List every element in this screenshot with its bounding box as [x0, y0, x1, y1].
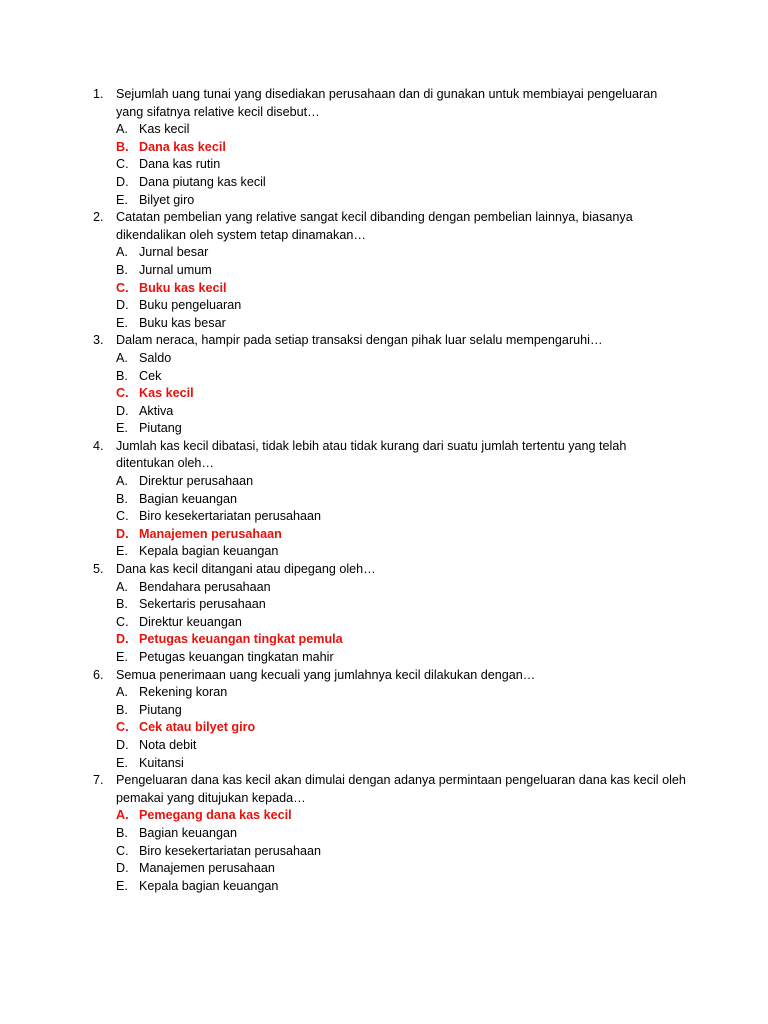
- option-letter: A.: [116, 474, 128, 489]
- answer-option: [0, 192, 768, 210]
- option-text: Bagian keuangan: [139, 491, 238, 506]
- answer-option: [0, 403, 768, 421]
- option-letter: E.: [116, 421, 128, 436]
- option-letter: E.: [116, 878, 128, 893]
- option-text: Piutang: [139, 421, 182, 436]
- option-text: Nota debit: [139, 737, 197, 752]
- option-letter: D.: [116, 298, 129, 313]
- option-text: Cek atau bilyet giro: [139, 720, 256, 735]
- option-letter: D.: [116, 526, 129, 541]
- answer-option-correct: [0, 807, 768, 825]
- answer-option: [0, 174, 768, 192]
- option-letter: B.: [116, 825, 128, 840]
- option-letter: D.: [116, 174, 129, 189]
- question-number: 4.: [93, 438, 104, 453]
- answer-option: [0, 297, 768, 315]
- option-text: Kuitansi: [139, 755, 184, 770]
- option-letter: E.: [116, 755, 128, 770]
- option-text: Buku kas kecil: [139, 280, 227, 295]
- option-letter: D.: [116, 737, 129, 752]
- question-item-1: [0, 86, 768, 209]
- question-item-6: [0, 667, 768, 773]
- option-letter: C.: [116, 157, 129, 172]
- question-number: 7.: [93, 773, 104, 788]
- question-number: 1.: [93, 87, 104, 101]
- answer-option: [0, 262, 768, 280]
- answer-option-correct: [0, 385, 768, 403]
- option-letter: B.: [116, 491, 128, 506]
- answer-option: [0, 121, 768, 139]
- option-letter: D.: [116, 403, 129, 418]
- answer-option: [0, 737, 768, 755]
- option-letter: A.: [116, 579, 128, 594]
- answer-option-correct: [0, 139, 768, 157]
- option-letter: C.: [116, 614, 129, 629]
- option-letter: E.: [116, 315, 128, 330]
- option-text: Direktur perusahaan: [139, 474, 254, 489]
- question-item-2: [0, 209, 768, 332]
- option-text: Bendahara perusahaan: [139, 579, 271, 594]
- option-letter: D.: [116, 861, 129, 876]
- question-number: 2.: [93, 210, 104, 225]
- option-letter: C.: [116, 843, 129, 858]
- option-letter: B.: [116, 702, 128, 717]
- answer-option: [0, 614, 768, 632]
- option-text: Biro kesekertariatan perusahaan: [139, 509, 322, 524]
- document-page: [0, 86, 768, 895]
- option-text: Pemegang dana kas kecil: [139, 808, 292, 823]
- answer-option: [0, 420, 768, 438]
- question-number: 6.: [93, 667, 104, 682]
- option-letter: A.: [116, 122, 128, 137]
- question-number: 3.: [93, 333, 104, 348]
- answer-option: [0, 315, 768, 333]
- question-number: 5.: [93, 562, 104, 577]
- answer-option: [0, 860, 768, 878]
- option-letter: B.: [116, 262, 128, 277]
- answer-option-correct: [0, 631, 768, 649]
- answer-option: [0, 156, 768, 174]
- option-text: Saldo: [139, 350, 172, 365]
- answer-option: [0, 508, 768, 526]
- question-text: Jumlah kas kecil dibatasi, tidak lebih atau tidak kurang dari suatu jumlah tertentu yang telah ditentukan oleh…: [116, 438, 627, 471]
- option-text: Piutang: [139, 702, 182, 717]
- answer-option-correct: [0, 526, 768, 544]
- option-text: Kepala bagian keuangan: [139, 878, 279, 893]
- option-text: Buku pengeluaran: [139, 298, 242, 313]
- answer-options: [0, 807, 768, 895]
- option-letter: C.: [116, 386, 129, 401]
- option-text: Jurnal umum: [139, 262, 212, 277]
- answer-option: [0, 702, 768, 720]
- answer-options: [0, 244, 768, 332]
- answer-options: [0, 350, 768, 438]
- option-letter: A.: [116, 685, 128, 700]
- question-item-7: [0, 772, 768, 895]
- option-letter: B.: [116, 368, 128, 383]
- answer-options: [0, 579, 768, 667]
- question-text: Semua penerimaan uang kecuali yang jumlahnya kecil dilakukan dengan…: [116, 667, 536, 682]
- answer-option: [0, 649, 768, 667]
- option-text: Bilyet giro: [139, 192, 195, 207]
- option-letter: A.: [116, 350, 128, 365]
- answer-option: [0, 473, 768, 491]
- answer-option: [0, 684, 768, 702]
- question-item-5: [0, 561, 768, 667]
- answer-option: [0, 579, 768, 597]
- option-text: Kas kecil: [139, 122, 190, 137]
- answer-option: [0, 755, 768, 773]
- option-letter: C.: [116, 509, 129, 524]
- option-letter: E.: [116, 544, 128, 559]
- option-text: Petugas keuangan tingkatan mahir: [139, 650, 334, 664]
- option-text: Sekertaris perusahaan: [139, 597, 266, 612]
- option-letter: C.: [116, 280, 129, 295]
- answer-option: [0, 368, 768, 386]
- option-letter: A.: [116, 808, 129, 823]
- option-text: Manajemen perusahaan: [139, 861, 275, 876]
- question-text: Dana kas kecil ditangani atau dipegang oleh…: [116, 562, 376, 577]
- answer-option: [0, 543, 768, 561]
- option-text: Aktiva: [139, 403, 174, 418]
- question-text: Dalam neraca, hampir pada setiap transaksi dengan pihak luar selalu mempengaruhi…: [116, 333, 603, 348]
- option-text: Kas kecil: [139, 386, 194, 401]
- answer-option: [0, 825, 768, 843]
- option-text: Jurnal besar: [139, 245, 209, 260]
- question-text: Sejumlah uang tunai yang disediakan perusahaan dan di gunakan untuk membiayai pengeluaran yang sifatnya relative kecil disebut…: [116, 87, 658, 119]
- option-text: Manajemen perusahaan: [139, 526, 282, 541]
- option-letter: C.: [116, 720, 129, 735]
- answer-options: [0, 473, 768, 561]
- option-text: Direktur keuangan: [139, 614, 242, 629]
- option-text: Cek: [139, 368, 162, 383]
- option-letter: D.: [116, 632, 129, 647]
- answer-options: [0, 684, 768, 772]
- option-text: Dana piutang kas kecil: [139, 174, 266, 189]
- answer-option: [0, 244, 768, 262]
- option-text: Buku kas besar: [139, 315, 226, 330]
- option-text: Dana kas kecil: [139, 139, 226, 154]
- option-text: Kepala bagian keuangan: [139, 544, 279, 559]
- option-text: Petugas keuangan tingkat pemula: [139, 632, 343, 647]
- option-text: Rekening koran: [139, 685, 228, 700]
- answer-option-correct: [0, 719, 768, 737]
- question-item-4: [0, 438, 768, 561]
- answer-option: [0, 878, 768, 896]
- answer-option: [0, 596, 768, 614]
- option-letter: E.: [116, 650, 128, 664]
- option-letter: B.: [116, 139, 129, 154]
- question-text: Catatan pembelian yang relative sangat kecil dibanding dengan pembelian lainnya, biasanya dikendalikan oleh system tetap dinamakan…: [116, 210, 633, 242]
- option-letter: E.: [116, 192, 128, 207]
- answer-option: [0, 843, 768, 861]
- option-letter: A.: [116, 245, 128, 260]
- answer-option: [0, 350, 768, 368]
- answer-option: [0, 491, 768, 509]
- question-text: Pengeluaran dana kas kecil akan dimulai dengan adanya permintaan pengeluaran dana kas kecil oleh pemakai yang ditujukan kepada…: [116, 773, 686, 805]
- option-text: Dana kas rutin: [139, 157, 221, 172]
- answer-options: [0, 121, 768, 209]
- option-letter: B.: [116, 597, 128, 612]
- option-text: Bagian keuangan: [139, 825, 238, 840]
- question-list: [0, 86, 768, 895]
- answer-option-correct: [0, 280, 768, 298]
- option-text: Biro kesekertariatan perusahaan: [139, 843, 322, 858]
- question-item-3: [0, 332, 768, 438]
